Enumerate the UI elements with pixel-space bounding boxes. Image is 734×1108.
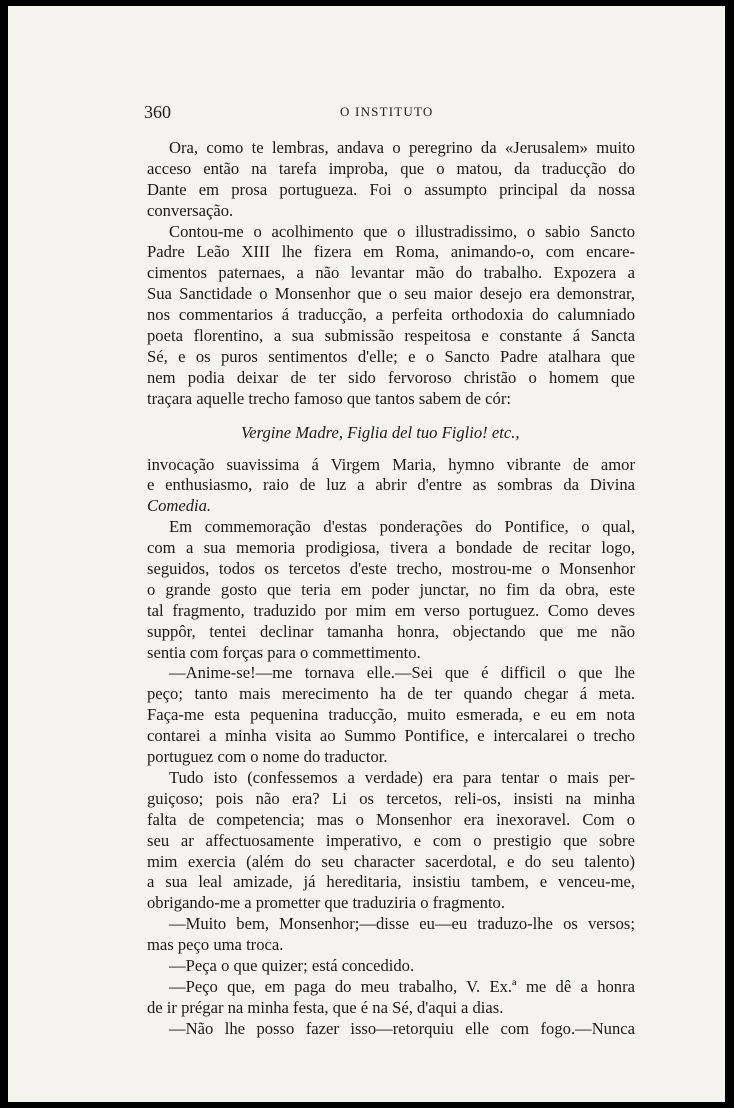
text-line: portuguez com o nome do traductor. — [147, 747, 388, 767]
text-line: acceso então na tarefa improba, que o matou, da traducção do — [147, 158, 635, 178]
text-line: conversação. — [147, 200, 234, 220]
text-line: Ora, como te lembras, andava o peregrino da «Jerusalem» muito — [169, 138, 635, 157]
text-line: peço; tanto mais merecimento ha de ter quando chegar á meta. — [147, 684, 635, 704]
spacer — [147, 410, 635, 422]
running-title: O INSTITUTO — [340, 104, 434, 119]
text-line: —Muito bem, Monsenhor;—disse eu—eu traduzo-lhe os versos; — [169, 914, 635, 934]
text-line: mim exercia (além do seu character sacerdotal, e do seu talento) — [147, 851, 635, 871]
text-line: a sua leal amizade, já hereditaria, insistiu tambem, e venceu-me, — [147, 872, 635, 892]
text-line: —Peço que, em paga do meu trabalho, V. Ex.ª me dê a honra — [169, 976, 635, 996]
text-line: falta de competencia; mas o Monsenhor era inexoravel. Com o — [147, 809, 635, 829]
text-line: contarei a minha visita ao Summo Pontifice, e intercalarei o trecho — [147, 726, 635, 746]
text-line: de ir prégar na minha festa, que é na Sé, d'aqui a dias. — [147, 997, 504, 1017]
page-number: 360 — [144, 102, 171, 122]
text-line: com a sua memoria prodigiosa, tivera a bondade de recitar logo, — [147, 538, 635, 558]
text-line: nem podia deixar de ter sido fervoroso christão o homem que — [147, 367, 635, 387]
text-line: cimentos paternaes, a não levantar mão do trabalho. Expozera a — [147, 263, 635, 283]
text-line: seguidos, todos os tercetos d'este trecho, mostrou-me o Monsenhor — [147, 559, 635, 579]
text-line: Faça-me esta pequenina traducção, muito esmerada, e eu em nota — [147, 705, 635, 725]
text-line: Comedia. — [147, 496, 212, 516]
text-line: mas peço uma troca. — [147, 935, 284, 955]
text-line: Dante em prosa portugueza. Foi o assumpto principal da nossa — [147, 179, 635, 199]
text-line: nos commentarios á traducção, a perfeita orthodoxia do calumniado — [147, 305, 635, 325]
text-line: obrigando-me a prometter que traduziria o fragmento. — [147, 893, 506, 913]
text-line: invocação suavissima á Virgem Maria, hymno vibrante de amor — [147, 454, 635, 474]
text-line: poeta florentino, a sua submissão respeitosa e constante á Sancta — [147, 326, 635, 346]
text-line: —Não lhe posso fazer isso—retorquiu elle com fogo.—Nunca — [169, 1018, 635, 1038]
italian-quote: Vergine Madre, Figlia del tuo Figlio! etc., — [241, 422, 520, 442]
text-line: seu ar affectuosamente imperativo, e com o prestigio que sobre — [147, 830, 635, 850]
text-line: Contou-me o acolhimento que o illustradissimo, o sabio Sancto — [169, 221, 635, 241]
text-line: sentia com forças para o commettimento. — [147, 642, 421, 662]
page-header — [144, 102, 644, 126]
text-line: —Anime-se!—me tornava elle.—Sei que é difficil o que lhe — [169, 663, 635, 683]
text-line: —Peça o que quizer; está concedido. — [169, 955, 415, 975]
text-line: guiçoso; pois não era? Li os tercetos, reli-os, insisti na minha — [147, 788, 635, 808]
book-page — [8, 6, 725, 1102]
text-line: Em commemoração d'estas ponderações do Pontifice, o qual, — [169, 517, 635, 537]
text-line: traçara aquelle trecho famoso que tantos sabem de cór: — [147, 388, 511, 408]
text-line: Padre Leão XIII lhe fizera em Roma, animando-o, com encare- — [147, 242, 635, 262]
text-line: suppôr, tentei declinar tamanha honra, objectando que me não — [147, 621, 635, 641]
text-line: tal fragmento, traduzido por mim em verso portuguez. Como deves — [147, 600, 635, 620]
spacer — [147, 443, 635, 455]
text-line: e enthusiasmo, raio de luz a abrir d'entre as sombras da Divina — [147, 475, 635, 495]
text-line: Sé, e os puros sentimentos d'elle; e o Sancto Padre atalhara que — [147, 346, 635, 366]
text-line: o grande gosto que teria em poder junctar, no fim da obra, este — [147, 579, 635, 599]
text-line: Sua Sanctidade o Monsenhor que o seu maior desejo era demonstrar, — [147, 284, 635, 304]
text-line: Tudo isto (confessemos a verdade) era para tentar o mais per- — [169, 767, 635, 787]
body-text — [147, 138, 635, 1040]
